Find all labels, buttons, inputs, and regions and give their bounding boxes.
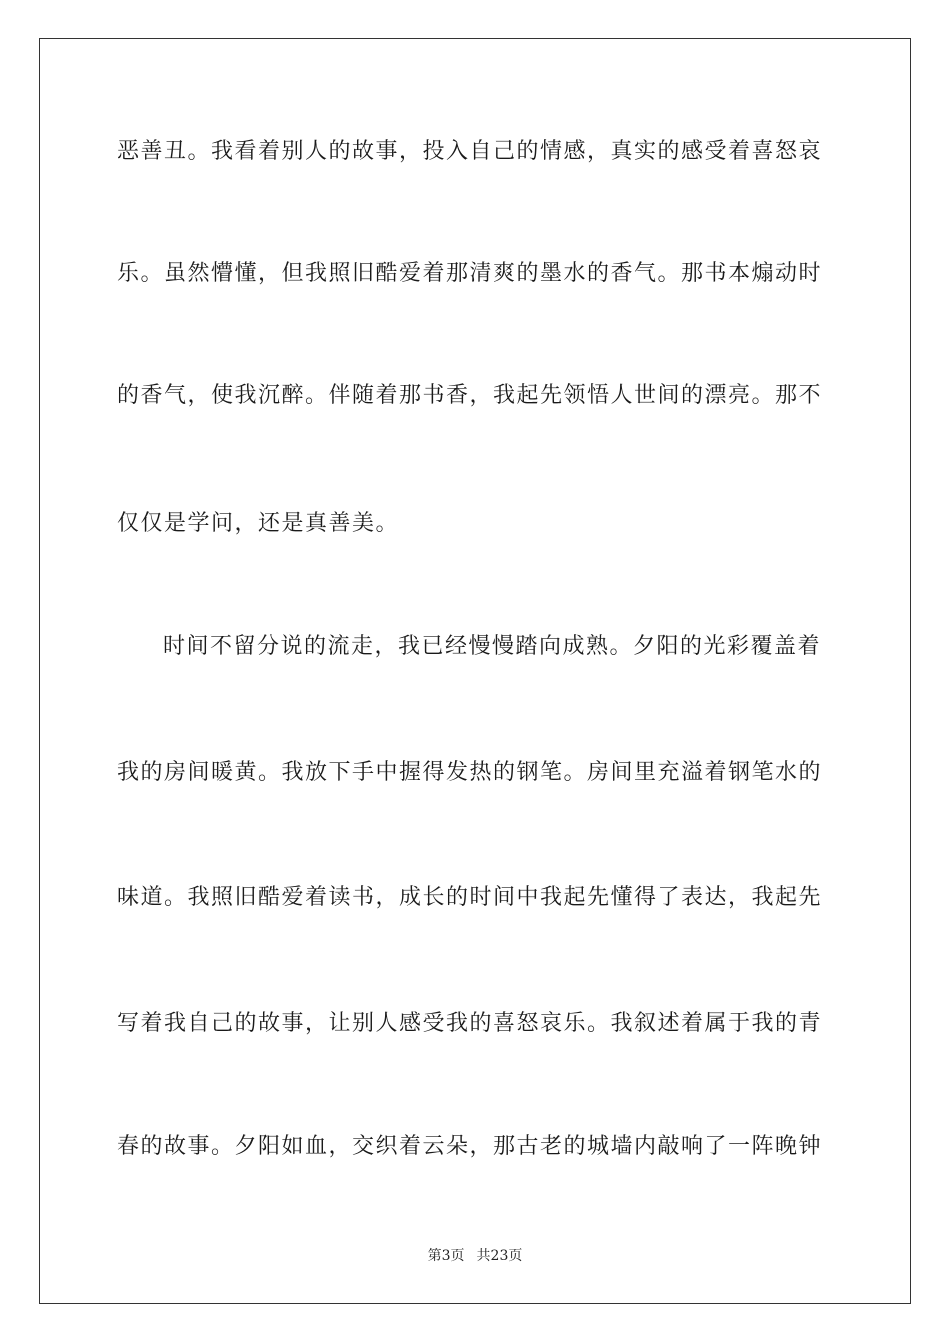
page-total: 共23页	[476, 1248, 523, 1264]
paragraph-line: 我的房间暖黄。我放下手中握得发热的钢笔。房间里充溢着钢笔水的	[117, 760, 823, 785]
paragraph-line: 恶善丑。我看着别人的故事，投入自己的情感，真实的感受着喜怒哀	[117, 139, 823, 164]
paragraph-line: 的香气，使我沉醉。伴随着那书香，我起先领悟人世间的漂亮。那不	[117, 383, 823, 408]
page-border	[39, 38, 911, 1304]
paragraph-line: 乐。虽然懵懂，但我照旧酷爱着那清爽的墨水的香气。那书本煽动时	[117, 261, 823, 286]
page-footer	[0, 1246, 950, 1266]
paragraph-line: 时间不留分说的流走，我已经慢慢踏向成熟。夕阳的光彩覆盖着	[163, 634, 822, 659]
paragraph-line: 写着我自己的故事，让别人感受我的喜怒哀乐。我叙述着属于我的青	[117, 1011, 823, 1036]
paragraph-line: 春的故事。夕阳如血，交织着云朵，那古老的城墙内敲响了一阵晚钟	[117, 1134, 823, 1159]
page-number: 第3页	[427, 1248, 465, 1264]
paragraph-line: 味道。我照旧酷爱着读书，成长的时间中我起先懂得了表达，我起先	[117, 885, 823, 910]
paragraph-line: 仅仅是学问，还是真善美。	[117, 511, 400, 536]
